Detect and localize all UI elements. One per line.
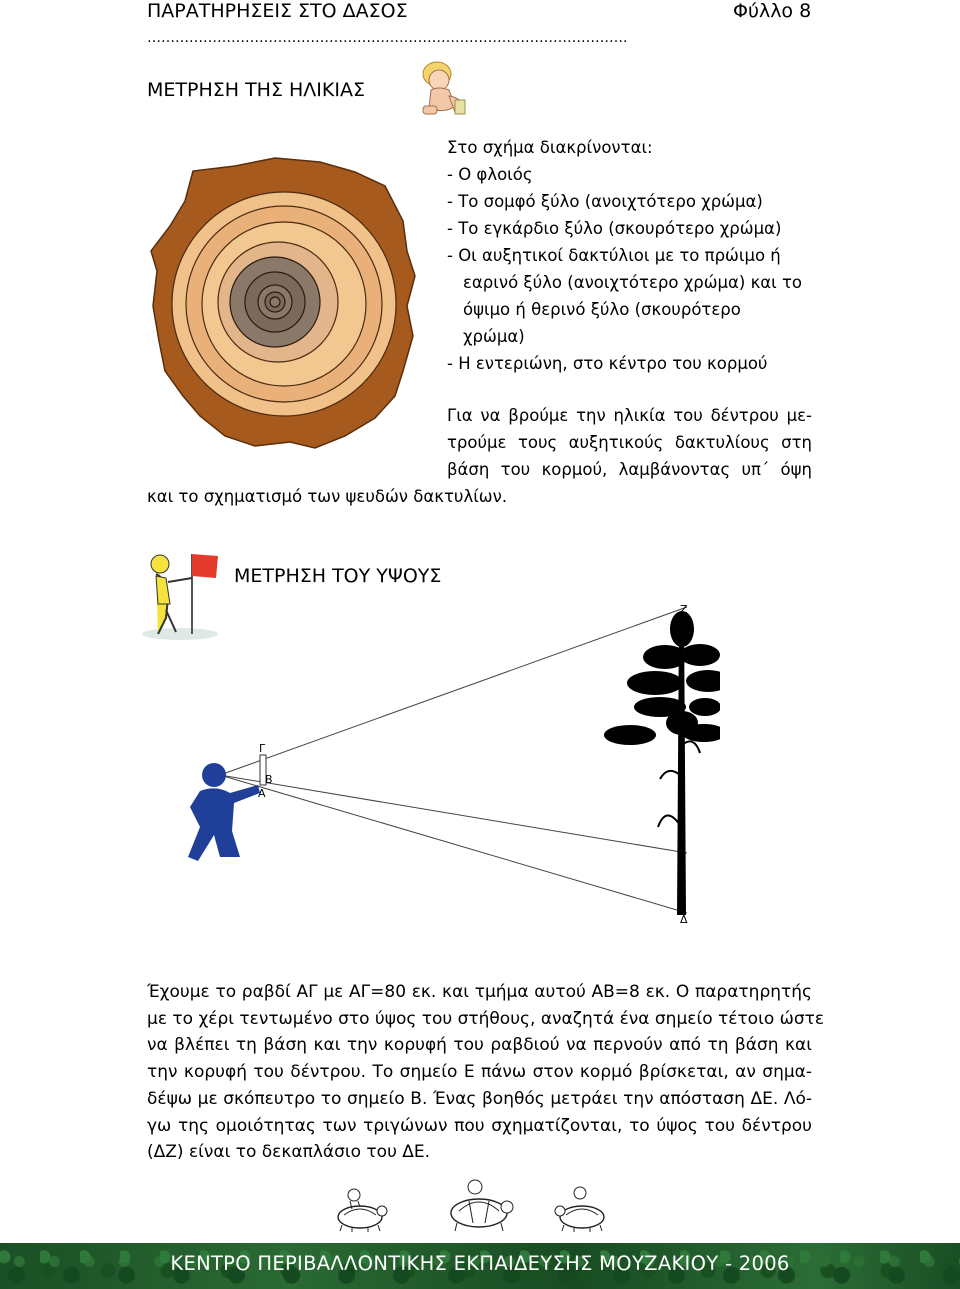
sight-line-base [220,775,687,913]
ring-parts-list [447,134,802,377]
label-a: Α [258,787,266,800]
height-paragraph [147,979,825,1166]
list-item: - Οι αυξητικοί δακτύλιοι με το πρώιμο ή [447,246,781,265]
list-item: - Το σομφό ξύλο (ανοιχτότερο χρώμα) [447,192,763,211]
height-measurement-diagram [160,595,720,935]
label-b: Β [265,773,273,786]
turtle-clipart-left [330,1185,390,1233]
paragraph-line: (ΔΖ) είναι το δεκαπλάσιο του ΔΕ. [147,1142,431,1163]
age-section-heading: ΜΕΤΡΗΣΗ ΤΗΣ ΗΛΙΚΙΑΣ [147,79,365,101]
height-section-heading: ΜΕΤΡΗΣΗ ΤΟΥ ΥΨΟΥΣ [234,565,442,587]
paragraph-line: δέψω με σκόπευτρο το σημείο Β. Ένας βοηθός μετράει την απόσταση ΔΕ. Λό- [147,1088,812,1109]
label-g: Γ [259,742,266,755]
turtle-clipart-right [550,1183,610,1233]
list-item: - Ο φλοιός [447,165,533,184]
age-paragraph [447,402,812,483]
paragraph-line: Για να βρούμε την ηλικία του δέντρου με- [447,406,812,425]
turtle-clipart-center [443,1177,515,1233]
list-item: εαρινό ξύλο (ανοιχτότερο χρώμα) και το [463,273,803,292]
sheet-number: Φύλλο 8 [733,0,812,22]
footer-bar [0,1243,960,1289]
paragraph-line: την κορυφή του δέντρου. Το σημείο Ε πάνω στον κορμό βρίσκεται, αν σημα- [147,1062,812,1083]
observer-figure [188,763,260,861]
paragraph-line: βάση του κορμού, λαμβάνοντας υπ΄ όψη [447,460,812,479]
paragraph-line: τρούμε τους αυξητικούς δακτυλίους στη [447,433,812,452]
list-intro: Στο σχήμα διακρίνονται: [447,138,653,157]
list-item: - Το εγκάρδιο ξύλο (σκουρότερο χρώμα) [447,219,782,238]
paragraph-line: με το χέρι τεντωμένο στο ύψος του στήθους, αναζητά ένα σημείο τέτοιο ώστε [147,1008,825,1029]
footer-text: ΚΕΝΤΡΟ ΠΕΡΙΒΑΛΛΟΝΤΙΚΗΣ ΕΚΠΑΙΔΕΥΣΗΣ ΜΟΥΖΑΚΙΟΥ - 2006 [170,1252,790,1275]
list-item: όψιμο ή θερινό ξύλο (σκουρότερο [463,300,741,319]
label-z: Ζ [680,603,688,616]
tree-ring-cross-section [145,156,423,452]
paragraph-line: Έχουμε το ραβδί ΑΓ με ΑΓ=80 εκ. και τμήμα αυτού ΑΒ=8 εκ. Ο παρατηρητής [147,982,812,1002]
paragraph-line: να βλέπει τη βάση και την κορυφή του ραβδιού να περνούν από τη βάση και [147,1035,812,1056]
label-d: Δ [680,913,688,926]
sight-line-mid [220,775,687,853]
list-item: χρώμα) [463,327,525,346]
page-title: ΠΑΡΑΤΗΡΗΣΕΙΣ ΣΤΟ ΔΑΣΟΣ [147,0,408,22]
sight-line-top [220,607,687,775]
label-e: Ε [678,862,685,875]
baby-clipart [415,56,475,120]
age-paragraph-last: και το σχηματισμό των ψευδών δακτυλίων. [147,487,508,506]
dotted-line: …………………………………………………………………………………………. [147,30,628,46]
list-item: - Η εντεριώνη, στο κέντρο του κορμού [447,354,768,373]
paragraph-line: γω της ομοιότητας των τριγώνων που σχηματίζονται, το ύψος του δέντρου [147,1115,812,1136]
